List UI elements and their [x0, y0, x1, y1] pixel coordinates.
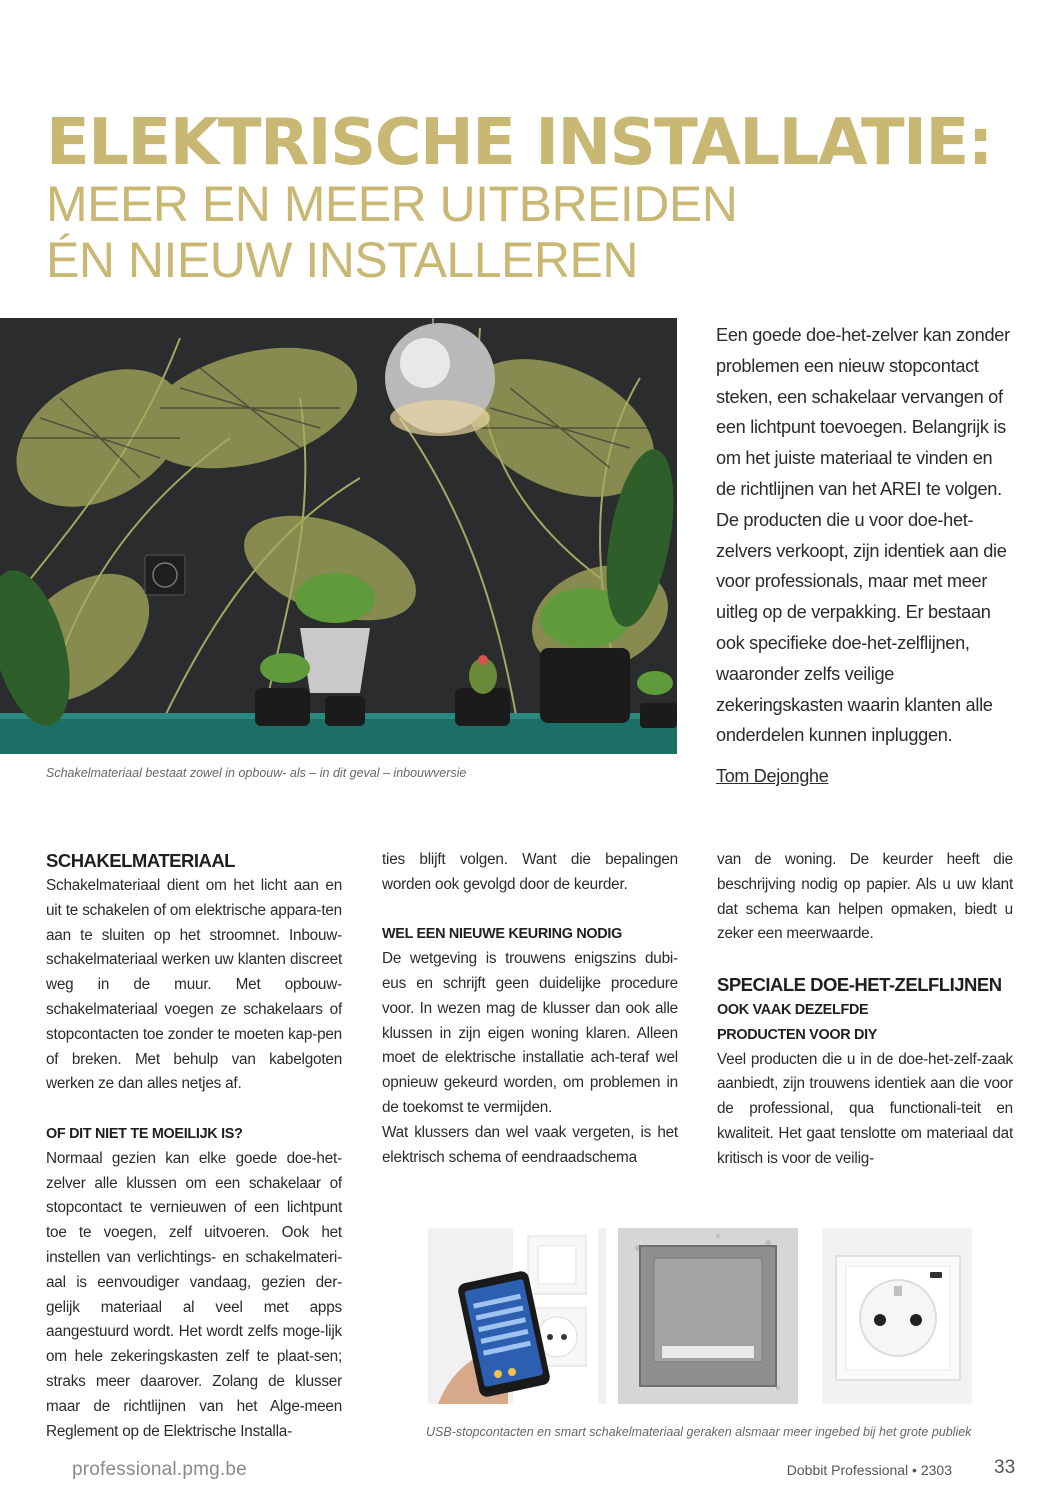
headline-main: ELEKTRISCHE INSTALLATIE: — [46, 106, 992, 180]
page-number: 33 — [994, 1457, 1016, 1478]
product-photo-grey-switch — [618, 1228, 798, 1404]
col2-paragraph-2: De wetgeving is trouwens enigszins dubi-eus en schrijft geen duidelijke procedure voor. In wezen mag de klusser dan ook alle klussen in zijn eigen woning klaren. Alleen moet de elektrische installatie ach-teraf wel opnieuw gekeurd worden, om problemen in de toekomst te vermijden. — [382, 950, 678, 1116]
column-3 — [717, 848, 1013, 1172]
footer-magazine: Dobbit Professional • 2303 — [786, 1462, 952, 1478]
heading-doe-het-zelflijnen: SPECIALE DOE-HET-ZELFLIJNEN — [717, 973, 1002, 995]
footer-website[interactable]: professional.pmg.be — [72, 1459, 247, 1480]
col2-paragraph-1: ties blijft volgen. Want die bepalingen worden ook gevolgd door de keurder. — [382, 851, 678, 893]
hero-image — [0, 318, 677, 754]
product-photo-smartphone — [428, 1228, 606, 1404]
headline-sub-line-1: MEER EN MEER UITBREIDEN — [46, 176, 738, 232]
heading-keuring: WEL EEN NIEUWE KEURING NODIG — [382, 926, 622, 943]
intro-paragraph: Een goede doe-het-zelver kan zonder problemen een nieuw stopcontact steken, een schakelaar vervangen of een lichtpunt toevoegen. Belangrijk is om het juiste materiaal te vinden en de richtlijnen van het AREI te volgen. De producten die u voor doe-het-zelvers verkoopt, zijn identiek aan die voor professionals, maar met meer uitleg op de verpakking. Er bestaan ook specifieke doe-het-zelflijnen, waaronder zelfs veilige zekeringskasten waarin klanten alle onderdelen kunnen inpluggen. — [716, 325, 1010, 746]
col3-paragraph-2: Veel producten die u in de doe-het-zelf-zaak aanbiedt, zijn trouwens identiek aan die voor de professional, qua functionali-teit en kwaliteit. Het gaat tenslotte om materiaal dat kritisch is voor de veilig- — [717, 1050, 1013, 1167]
author-link[interactable]: Tom Dejonghe — [716, 766, 829, 786]
heading-moeilijk: OF DIT NIET TE MOEILIJK IS? — [46, 1125, 243, 1142]
col3-paragraph-1: van de woning. De keurder heeft die beschrijving nodig op papier. Als u uw klant dat schema kan helpen opmaken, biedt u zeker een meerwaarde. — [717, 851, 1013, 943]
headline-sub-line-2: ÉN NIEUW INSTALLEREN — [46, 232, 638, 288]
products-caption: USB-stopcontacten en smart schakelmateriaal geraken alsmaar meer ingebed bij het grote publiek — [426, 1425, 972, 1439]
col2-paragraph-3: Wat klussers dan wel vaak vergeten, is het elektrisch schema of eendraadschema — [382, 1123, 678, 1166]
subheading-line-1: OOK VAAK DEZELFDE — [717, 1001, 869, 1018]
headline-sub — [46, 176, 737, 288]
hero-caption: Schakelmateriaal bestaat zowel in opbouw- als – in dit geval – inbouwversie — [46, 766, 467, 780]
subheading-line-2: PRODUCTEN VOOR DIY — [717, 1026, 878, 1043]
hero-illustration — [0, 318, 677, 754]
column-2 — [382, 848, 678, 1170]
col1-paragraph-2: Normaal gezien kan elke goede doe-het-zelver alle klussen om een schakelaar of stopcontact te vernieuwen of een lichtpunt toe te voegen, zelf uitvoeren. Ook het instellen van verlichtings- en schakelmateri-aal is eenvoudiger vandaag, gezien der-gelijk materiaal al veel met apps aangestuurd wordt. Het wordt zelfs moge-lijk om hele zekeringskasten zelf te plaat-sen; straks meer daarover. Zolang de klusser maar de richtlijnen van het Alge-meen Reglement op de Elektrische Installa- — [46, 1149, 342, 1440]
col1-paragraph-1: Schakelmateriaal dient om het licht aan en uit te schakelen of om elektrische appara-ten aan te sluiten op het stroomnet. Inbouw-schakelmateriaal werken uw klanten discreet weg in de muur. Met opbouw-schakelmateriaal voegen ze schakelaars of stopcontacten toe zonder te moeten kap-pen of breken. Met behulp van kabelgoten werken ze dan alles netjes af. — [46, 877, 342, 1093]
product-photo-usb-socket — [822, 1228, 972, 1404]
column-1 — [46, 848, 342, 1444]
heading-schakelmateriaal: SCHAKELMATERIAAL — [46, 850, 235, 871]
